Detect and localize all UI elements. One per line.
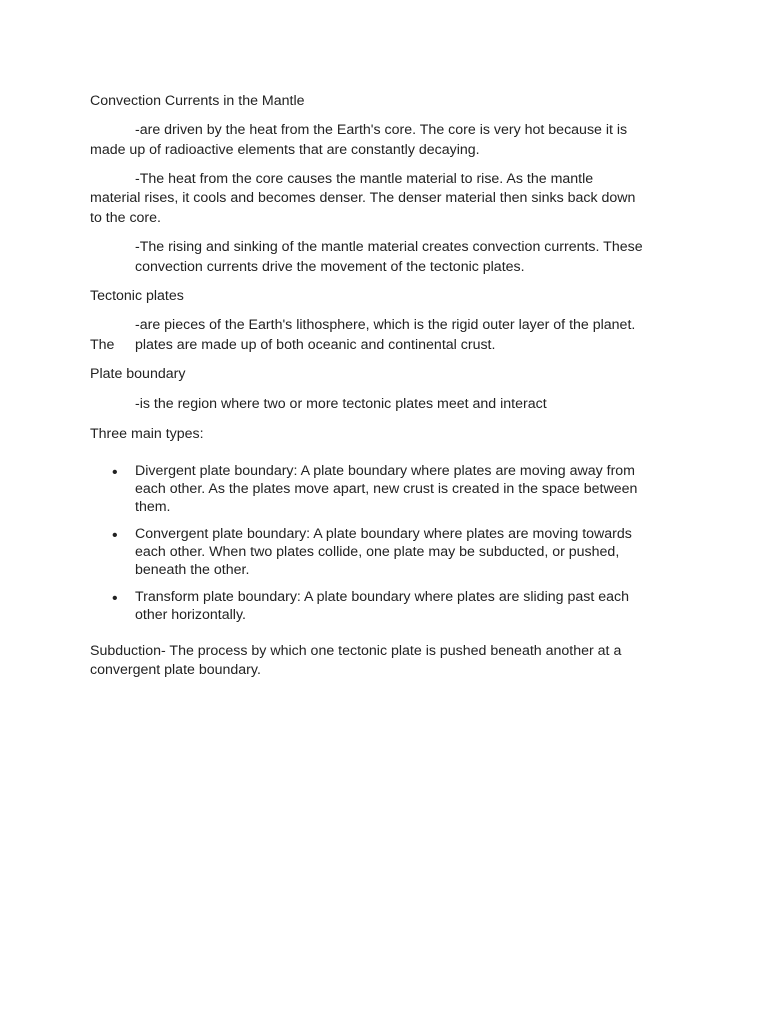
divergent-line3: them. <box>135 499 171 515</box>
heading-tectonic-plates: Tectonic plates <box>90 288 184 304</box>
tectonic-p1-line2-lead: The <box>90 337 115 353</box>
bullet-marker: • <box>112 590 118 607</box>
convection-p1-line2: made up of radioactive elements that are constantly decaying. <box>90 142 480 158</box>
divergent-line2: each other. As the plates move apart, new crust is created in the space between <box>135 481 638 497</box>
convergent-line1: Convergent plate boundary: A plate boundary where plates are moving towards <box>135 526 632 542</box>
subduction-line2: convergent plate boundary. <box>90 662 261 678</box>
convection-p3-line2: convection currents drive the movement of the tectonic plates. <box>135 259 525 275</box>
convergent-line2: each other. When two plates collide, one plate may be subducted, or pushed, <box>135 544 620 560</box>
heading-three-main-types: Three main types: <box>90 426 204 442</box>
bullet-marker: • <box>112 527 118 544</box>
tectonic-p1-line1: -are pieces of the Earth's lithosphere, which is the rigid outer layer of the planet. <box>135 317 636 333</box>
transform-line1: Transform plate boundary: A plate boundary where plates are sliding past each <box>135 589 629 605</box>
subduction-line1: Subduction- The process by which one tectonic plate is pushed beneath another at a <box>90 643 622 659</box>
heading-plate-boundary: Plate boundary <box>90 366 186 382</box>
tectonic-p1-line2: plates are made up of both oceanic and continental crust. <box>135 337 496 353</box>
convection-p2-line1: -The heat from the core causes the mantle material to rise. As the mantle <box>135 171 594 187</box>
transform-line2: other horizontally. <box>135 607 246 623</box>
bullet-marker: • <box>112 464 118 481</box>
boundary-p1: -is the region where two or more tectonic plates meet and interact <box>135 396 547 412</box>
convergent-line3: beneath the other. <box>135 562 250 578</box>
heading-convection: Convection Currents in the Mantle <box>90 93 305 109</box>
convection-p1-line1: -are driven by the heat from the Earth's core. The core is very hot because it is <box>135 122 628 138</box>
divergent-line1: Divergent plate boundary: A plate boundary where plates are moving away from <box>135 463 636 479</box>
convection-p2-line2: material rises, it cools and becomes denser. The denser material then sinks back down <box>90 190 636 206</box>
convection-p2-line3: to the core. <box>90 210 161 226</box>
convection-p3-line1: -The rising and sinking of the mantle material creates convection currents. These <box>135 239 643 255</box>
